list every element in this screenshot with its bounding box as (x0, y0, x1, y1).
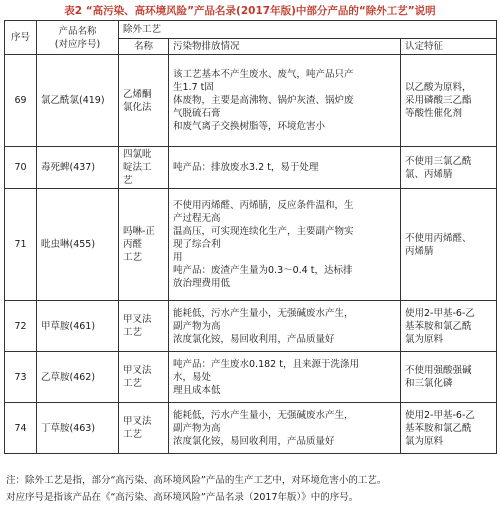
process-line: 啶法工 (123, 162, 152, 173)
process-line: 四氯吡 (123, 149, 152, 160)
feature-line: 采用磷酸三乙酯 (405, 95, 472, 106)
feature-line: 基苯胺和氯乙酰 (405, 320, 472, 332)
process-line: 甲叉法 (123, 416, 152, 427)
feature-line: 不使用三氯乙酰 (405, 155, 472, 167)
pollutant-line: 用 (173, 252, 183, 263)
cell-seq: 74 (5, 403, 37, 454)
header-row-1 (5, 21, 497, 39)
cell-feature (401, 147, 497, 189)
header-pollutant: 污染物排放情况 (169, 39, 401, 55)
pollutant-line: 浓度氯化铵，易回收利用，产品质量好 (173, 435, 335, 447)
header-exempt: 除外工艺 (119, 21, 497, 39)
cell-seq: 73 (5, 352, 37, 403)
process-line: 工艺 (123, 252, 143, 263)
header-product-label: 产品名称 (58, 25, 97, 37)
pollutant-line: 体废物，主要是高沸物、锅炉灰渣、锅炉废 (173, 95, 354, 106)
header-product (37, 21, 119, 55)
cell-feature (401, 403, 497, 454)
cell-seq: 69 (5, 55, 37, 147)
process-line: 工艺 (123, 378, 143, 389)
feature-line: 以乙酸为原料， (405, 82, 472, 93)
cell-product: 乙草胺(462) (37, 352, 119, 403)
cell-feature (401, 352, 497, 403)
cell-process (119, 147, 169, 189)
exempt-process-table (4, 20, 497, 454)
feature-line: 等酸性催化剂 (405, 108, 463, 119)
feature-line: 氯为原料 (405, 333, 444, 345)
table-row (5, 147, 497, 189)
cell-process (119, 55, 169, 147)
feature-line: 不使用丙烯醛、 (405, 232, 472, 244)
pollutant-line: 温高压，可实现连续化生产，主要副产物实 (173, 226, 354, 237)
process-line: 工艺 (123, 429, 143, 440)
cell-pollutant (169, 189, 401, 301)
cell-process (119, 403, 169, 454)
cell-process (119, 352, 169, 403)
feature-line: 丙烯腈 (405, 245, 434, 257)
table-row (5, 301, 497, 352)
cell-process (119, 189, 169, 301)
pollutant-line: 该工艺基本不产生废水、废气，吨产品只产 (173, 69, 354, 80)
cell-seq: 70 (5, 147, 37, 189)
pollutant-line: 吨产品：产生废水0.182 t，且来源于洗涤用 (173, 358, 359, 370)
process-line: 甲叉法 (123, 314, 152, 325)
cell-pollutant (169, 55, 401, 147)
cell-pollutant (169, 352, 401, 403)
pollutant-line: 能耗低，污水产生量小，无强碱废水产生， (173, 307, 354, 319)
cell-seq: 72 (5, 301, 37, 352)
process-line: 艺 (123, 175, 133, 186)
header-name: 名称 (119, 39, 169, 55)
pollutant-line: 生1.7 t固 (173, 82, 214, 93)
cell-product: 氯乙酰氯(419) (37, 55, 119, 147)
pollutant-line: 现了综合利 (173, 239, 221, 250)
pollutant-line: 吨产品：排放废水3.2 t，易于处理 (173, 162, 319, 173)
pollutant-line: 不使用丙烯醛、丙烯腈，反应条件温和，生 (173, 200, 354, 211)
cell-feature (401, 301, 497, 352)
pollutant-line: 放治理费用低 (173, 278, 231, 289)
note-line: 对应序号是指该产品在《“高污染、高环境风险”产品名录（2017年版）》中的序号。 (6, 492, 359, 503)
process-line: 甲叉法 (123, 365, 152, 376)
pollutant-line: 能耗低，污水产生量小，无强碱废水产生， (173, 409, 354, 421)
cell-process (119, 301, 169, 352)
pollutant-line: 副产物为高 (173, 422, 221, 434)
pollutant-line: 水，易处 (173, 371, 212, 383)
process-line: 吗啉-正 (123, 226, 155, 237)
table-title: 表2 “高污染、高环境风险”产品名录(2017年版)中部分产品的“除外工艺”说明 (64, 5, 436, 17)
table-row (5, 403, 497, 454)
feature-line: 和三氯化磷 (405, 378, 453, 389)
header-feature: 认定特征 (401, 39, 497, 55)
pollutant-line: 和废气离子交换树脂等，环境危害小 (173, 121, 326, 132)
pollutant-line: 产过程无高 (173, 213, 221, 224)
process-line: 工艺 (123, 327, 143, 338)
table-row (5, 352, 497, 403)
cell-product: 甲草胺(461) (37, 301, 119, 352)
pollutant-line: 浓度氯化铵，易回收利用，产品质量好 (173, 333, 335, 345)
cell-feature (401, 189, 497, 301)
feature-line: 基苯胺和氯乙酰 (405, 422, 472, 434)
cell-product: 吡虫啉(455) (37, 189, 119, 301)
header-product-sub: (对应序号) (54, 38, 101, 50)
feature-line: 氯、丙烯腈 (405, 168, 453, 180)
cell-pollutant (169, 403, 401, 454)
pollutant-line: 理且成本低 (173, 384, 221, 396)
table-row (5, 189, 497, 301)
table-notes (6, 472, 494, 506)
feature-line: 氯为原料 (405, 435, 444, 447)
feature-line: 不使用强酸强碱 (405, 365, 472, 376)
process-line: 丙醛 (123, 239, 143, 250)
process-line: 乙烯酮 (123, 88, 152, 100)
cell-pollutant (169, 147, 401, 189)
cell-pollutant (169, 301, 401, 352)
cell-product: 毒死蜱(437) (37, 147, 119, 189)
feature-line: 使用2-甲基-6-乙 (405, 307, 475, 319)
cell-product: 丁草胺(463) (37, 403, 119, 454)
note-line: 注：除外工艺是指，部分“高污染、高环境风险”产品的生产工艺中，对环境危害小的工艺。 (6, 475, 387, 486)
pollutant-line: 气脱硫石膏 (173, 108, 221, 119)
pollutant-line: 副产物为高 (173, 320, 221, 332)
table-row (5, 55, 497, 147)
process-line: 氯化法 (123, 101, 152, 113)
header-seq: 序号 (5, 21, 37, 55)
cell-seq: 71 (5, 189, 37, 301)
feature-line: 使用2-甲基-6-乙 (405, 409, 475, 421)
pollutant-line: 吨产品：废渣产生量为0.3～0.4 t，达标排 (173, 265, 353, 276)
cell-feature (401, 55, 497, 147)
